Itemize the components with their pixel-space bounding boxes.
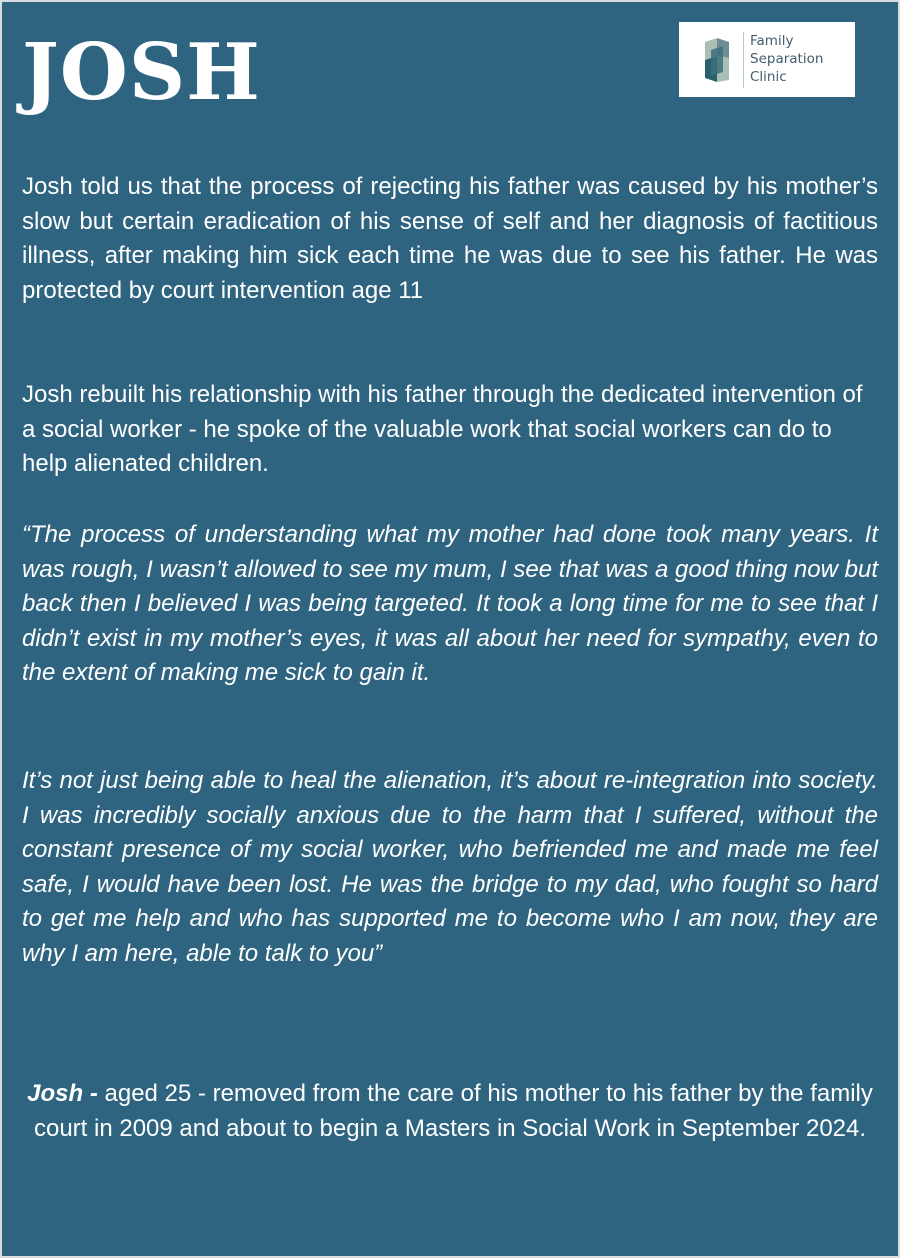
logo-line-separation: Separation [750, 51, 824, 67]
social-worker-paragraph: Josh rebuilt his relationship with his father through the dedicated intervention of a social worker - he spoke of the valuable work that social workers can do to help alienated children. [22, 381, 863, 478]
logo-wordmark [750, 32, 823, 86]
family-separation-clinic-logo-icon [703, 36, 731, 84]
page-title: JOSH [22, 27, 261, 118]
intro-paragraph: Josh told us that the process of rejecting his father was caused by his mother’s slow but certain eradication of his sense of self and her diagnosis of factitious illness, after making him sick each time he was due to see his father. He was protected by court intervention age 11 [22, 173, 878, 304]
logo-line-family: Family [750, 33, 794, 49]
caption-name: Josh - [27, 1080, 98, 1107]
caption-text: aged 25 - removed from the care of his mother to his father by the family court in 2009 and about to begin a Masters in Social Work in September 2024. [33, 1080, 873, 1142]
logo-line-clinic: Clinic [750, 69, 787, 85]
quote-paragraph-1: “The process of understanding what my mother had done took many years. It was rough, I wasn’t allowed to see my mum, I see that was a good thing now but back then I believed I was being targeted. It took a long time for me to see that I didn’t exist in my mother’s eyes, it was all about her need for sympathy, even to the extent of making me sick to gain it. [22, 521, 878, 687]
quote-paragraph-2: It’s not just being able to heal the alienation, it’s about re-integration into society. I was incredibly socially anxious due to the harm that I suffered, without the constant presence of my social worker, who befriended me and made me feel safe, I would have been lost. He was the bridge to my dad, who fought so hard to get me help and who has supported me to become who I am now, they are why I am here, able to talk to you” [22, 767, 878, 967]
family-separation-clinic-logo [679, 22, 855, 97]
logo-divider [743, 32, 744, 88]
caption [22, 1076, 878, 1146]
